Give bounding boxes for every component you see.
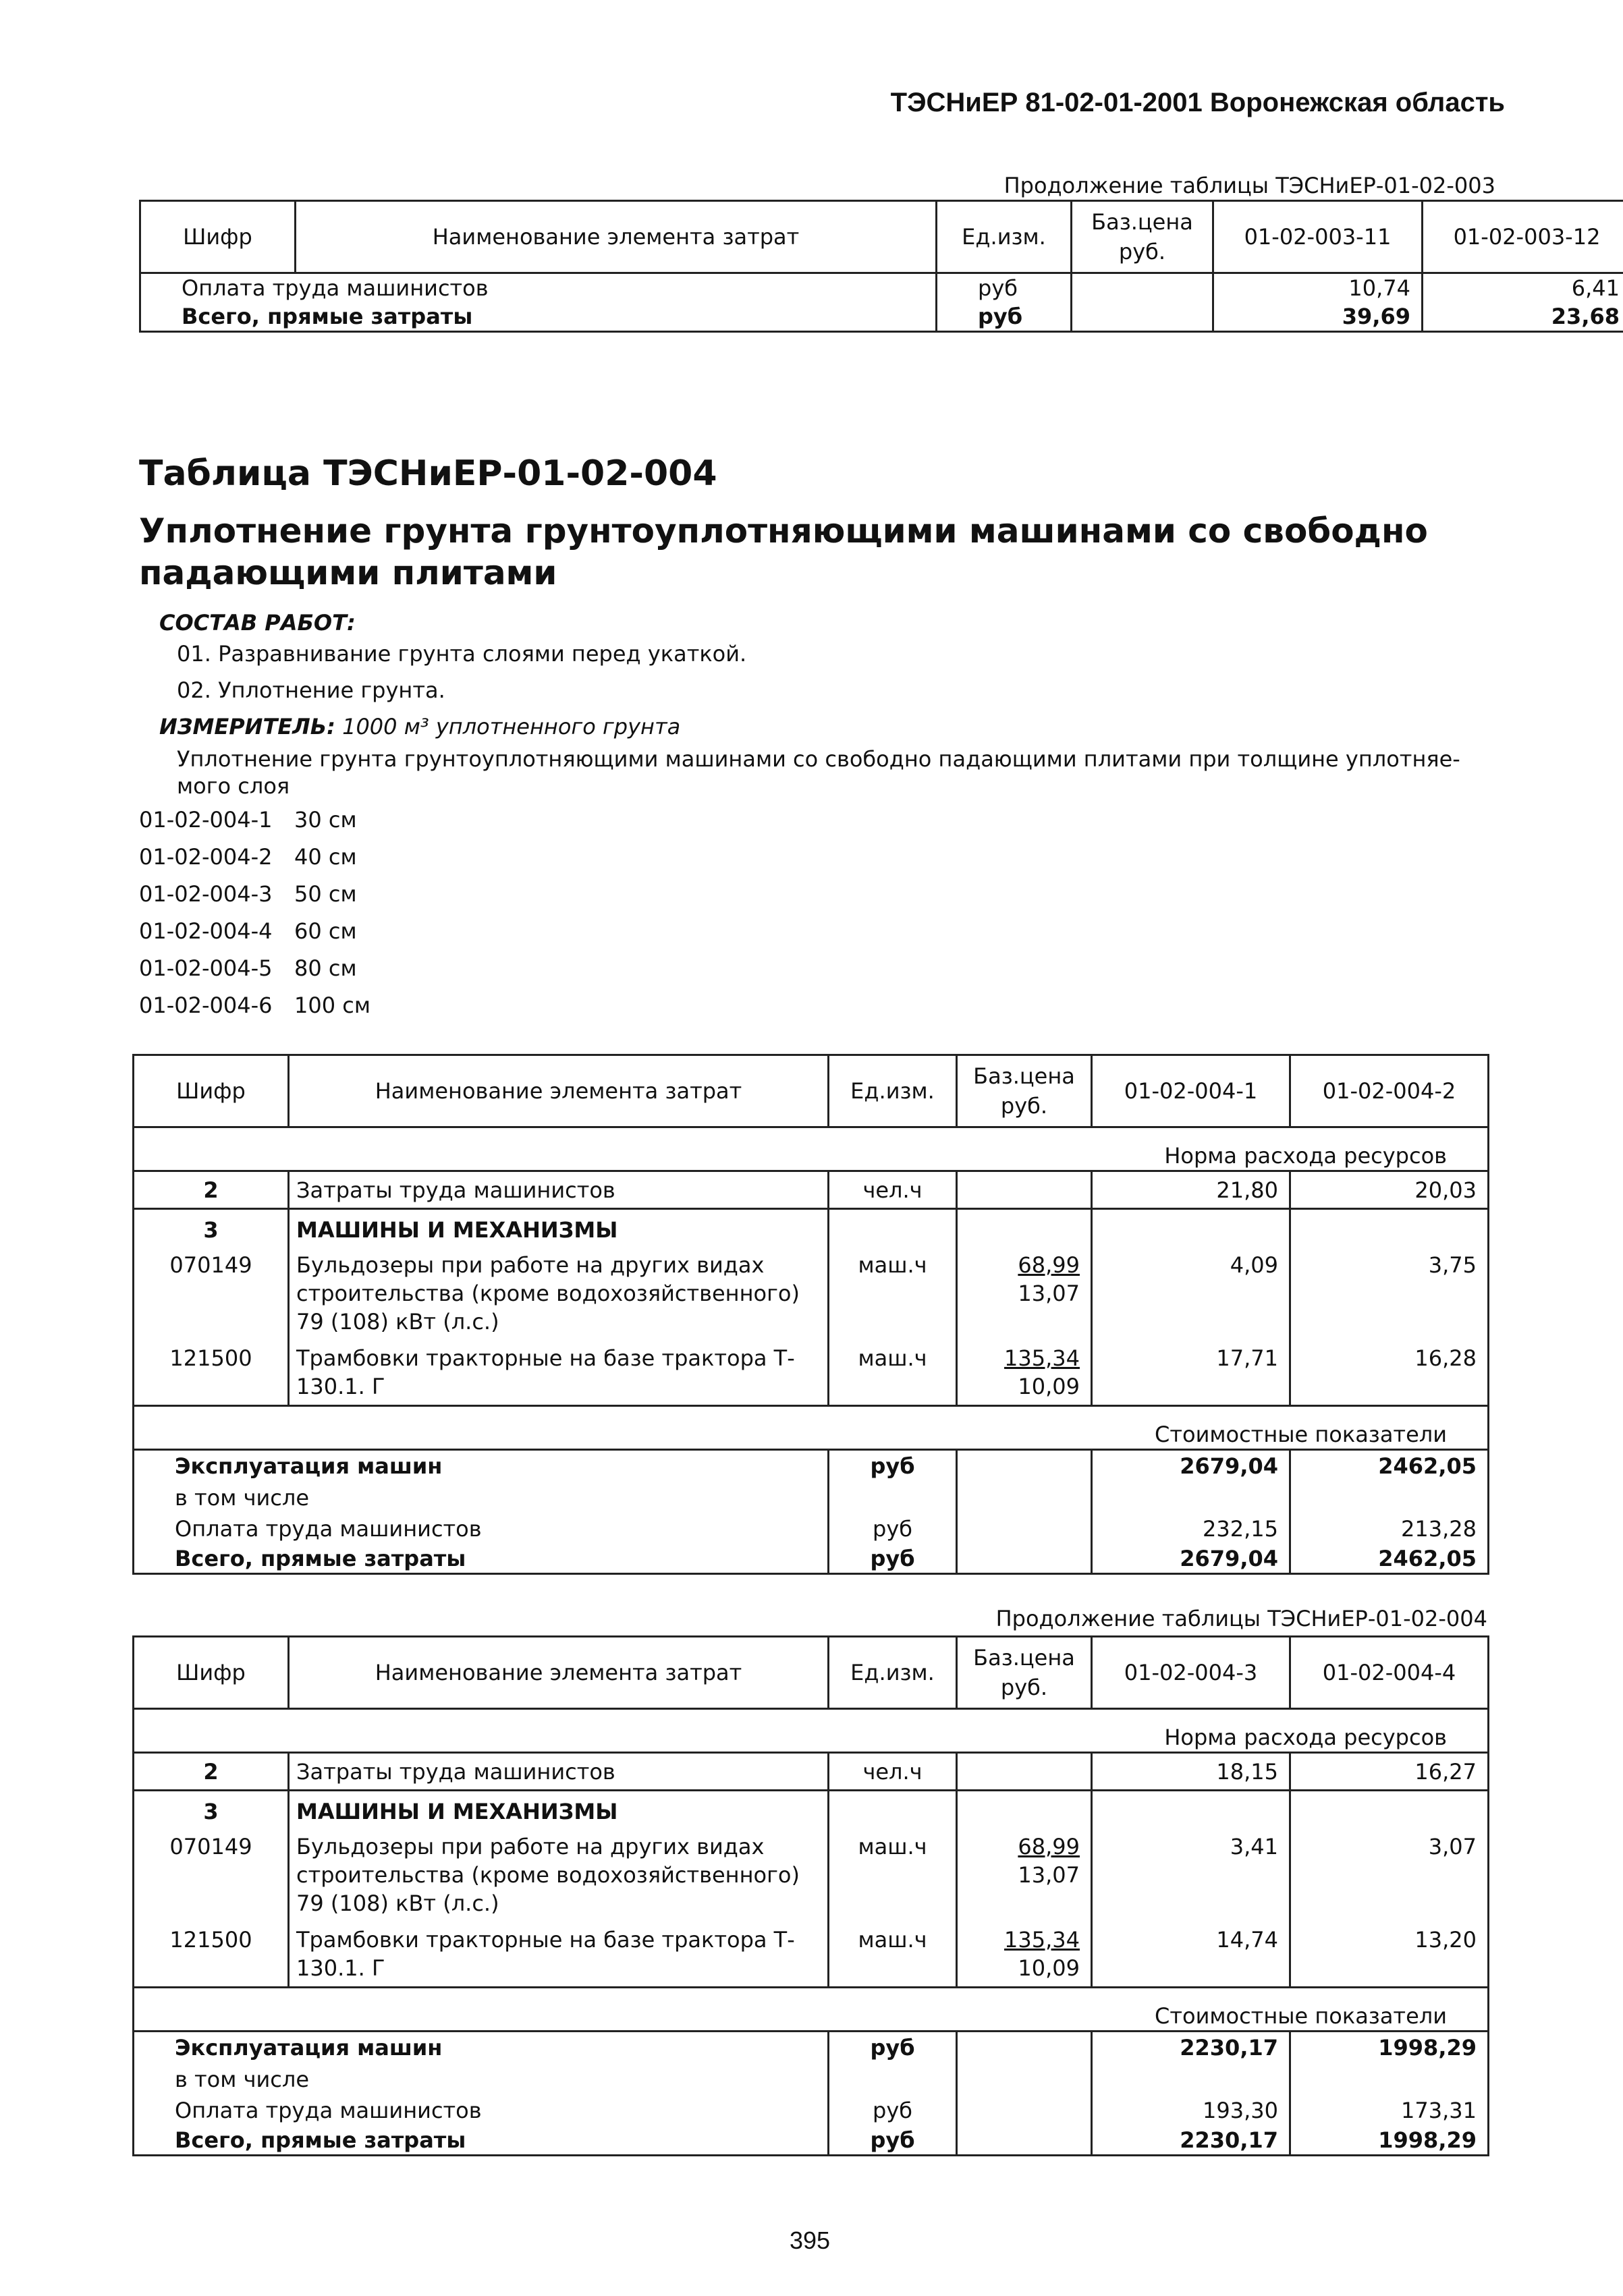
variant-code: 01-02-004-3	[139, 881, 273, 907]
section-costs: Стоимостные показатели	[134, 1406, 1489, 1450]
section-norms: Норма расхода ресурсов	[134, 1127, 1489, 1171]
row-value-a: 2679,04	[1092, 1450, 1290, 1482]
col-unit: Ед.изм.	[829, 1637, 957, 1709]
name-line: Бульдозеры при работе на других видах	[296, 1252, 765, 1278]
row-value-b: 2462,05	[1290, 1450, 1489, 1482]
name-line: 79 (108) кВт (л.с.)	[296, 1890, 499, 1916]
table-row	[134, 1791, 1489, 1832]
row-value-b: 3,75	[1290, 1251, 1489, 1336]
row-value-b: 23,68	[1423, 302, 1623, 332]
variant-item	[139, 955, 357, 981]
row-code: 3	[134, 1209, 289, 1251]
row-name: МАШИНЫ И МЕХАНИЗМЫ	[289, 1209, 829, 1251]
row-value-b: 1998,29	[1290, 2032, 1489, 2064]
table-row	[134, 1832, 1489, 1917]
wage-value: 13,07	[1018, 1861, 1080, 1888]
row-name: Всего, прямые затраты	[134, 1544, 829, 1574]
variant-value: 80 см	[294, 955, 357, 981]
table-row	[134, 1450, 1489, 1482]
variant-code: 01-02-004-2	[139, 844, 273, 870]
col-unit: Ед.изм.	[829, 1055, 957, 1127]
row-name: МАШИНЫ И МЕХАНИЗМЫ	[289, 1791, 829, 1832]
row-value-a: 14,74	[1092, 1917, 1290, 1988]
row-value-a: 193,30	[1092, 2095, 1290, 2126]
variant-value: 40 см	[294, 844, 357, 870]
row-code: 121500	[134, 1336, 289, 1406]
col-variant-a: 01-02-004-3	[1092, 1637, 1290, 1709]
row-code: 121500	[134, 1917, 289, 1988]
row-name: Эксплуатация машин	[134, 1450, 829, 1482]
variant-value: 100 см	[294, 992, 370, 1018]
row-price	[957, 1336, 1092, 1406]
table-row	[134, 2126, 1489, 2156]
row-price	[957, 1753, 1092, 1791]
row-price	[957, 1251, 1092, 1336]
name-line: 130.1. Г	[296, 1955, 385, 1981]
table-row	[134, 1917, 1489, 1988]
price-value: 135,34	[1004, 1926, 1080, 1953]
wage-value: 10,09	[1018, 1955, 1080, 1981]
row-value-b: 213,28	[1290, 1513, 1489, 1544]
row-name: Эксплуатация машин	[134, 2032, 829, 2064]
table-row	[140, 302, 1623, 332]
row-name: в том числе	[134, 2064, 829, 2095]
col-variant-b: 01-02-004-2	[1290, 1055, 1489, 1127]
row-value-a: 4,09	[1092, 1251, 1290, 1336]
row-name: Всего, прямые затраты	[134, 2126, 829, 2156]
table-heading-line1: Уплотнение грунта грунтоуплотняющими машинами со свободно	[139, 511, 1428, 551]
row-price	[957, 1832, 1092, 1917]
col-name: Наименование элемента затрат	[296, 201, 937, 273]
row-unit: руб	[829, 2095, 957, 2126]
row-name	[289, 1832, 829, 1917]
table-row	[134, 1482, 1489, 1513]
col-base-price: Баз.цена руб.	[957, 1637, 1092, 1709]
meter-label: ИЗМЕРИТЕЛЬ:	[159, 714, 335, 739]
row-unit: чел.ч	[829, 1753, 957, 1791]
work-composition-label: СОСТАВ РАБОТ:	[159, 610, 356, 636]
row-unit: чел.ч	[829, 1171, 957, 1209]
variant-value: 60 см	[294, 918, 357, 944]
variant-item	[139, 881, 357, 907]
table-continuation-caption: Продолжение таблицы ТЭСНиЕР-01-02-003	[1003, 173, 1495, 198]
row-value-a: 17,71	[1092, 1336, 1290, 1406]
row-unit: руб	[937, 302, 1072, 332]
table-heading-line2: падающими плитами	[139, 553, 557, 592]
table-row	[134, 2095, 1489, 2126]
table-row	[134, 1251, 1489, 1336]
row-value-b: 20,03	[1290, 1171, 1489, 1209]
name-line: Трамбовки тракторные на базе трактора Т-	[296, 1345, 795, 1371]
row-value-b: 13,20	[1290, 1917, 1489, 1988]
row-code: 2	[134, 1171, 289, 1209]
name-line: строительства (кроме водохозяйственного)	[296, 1280, 800, 1306]
row-value-a: 2230,17	[1092, 2126, 1290, 2156]
col-code: Шифр	[140, 201, 296, 273]
row-value-a: 232,15	[1092, 1513, 1290, 1544]
row-value-a: 2679,04	[1092, 1544, 1290, 1574]
col-variant-b: 01-02-003-12	[1423, 201, 1623, 273]
row-value-b: 16,28	[1290, 1336, 1489, 1406]
work-item-1: 01. Разравнивание грунта слоями перед укаткой.	[177, 641, 747, 667]
row-value-b: 6,41	[1423, 273, 1623, 303]
meter-value: 1000 м³ уплотненного грунта	[342, 714, 681, 739]
table-01-02-003-continuation	[139, 200, 1623, 333]
row-name	[289, 1251, 829, 1336]
row-price	[1072, 273, 1213, 303]
description-line2: мого слоя	[177, 773, 290, 799]
row-name: в том числе	[134, 1482, 829, 1513]
price-value: 68,99	[1018, 1833, 1080, 1859]
col-variant-a: 01-02-004-1	[1092, 1055, 1290, 1127]
variant-value: 30 см	[294, 807, 357, 833]
page-header: ТЭСНиЕР 81-02-01-2001 Воронежская область	[890, 88, 1505, 117]
row-price	[957, 1917, 1092, 1988]
row-code: 2	[134, 1753, 289, 1791]
row-value-b: 1998,29	[1290, 2126, 1489, 2156]
row-value-b: 173,31	[1290, 2095, 1489, 2126]
variant-item	[139, 844, 357, 870]
row-name: Оплата труда машинистов	[140, 273, 937, 303]
variant-item	[139, 918, 357, 944]
row-name: Оплата труда машинистов	[134, 1513, 829, 1544]
variant-code: 01-02-004-1	[139, 807, 273, 833]
name-line: 130.1. Г	[296, 1373, 385, 1399]
row-unit: руб	[829, 1513, 957, 1544]
table-row	[134, 1753, 1489, 1791]
row-value-a: 18,15	[1092, 1753, 1290, 1791]
col-code: Шифр	[134, 1637, 289, 1709]
table-row	[134, 1336, 1489, 1406]
section-costs: Стоимостные показатели	[134, 1988, 1489, 2032]
table-row	[134, 1513, 1489, 1544]
table-row	[134, 1171, 1489, 1209]
row-price	[957, 1171, 1092, 1209]
price-value: 135,34	[1004, 1345, 1080, 1371]
row-unit: маш.ч	[829, 1917, 957, 1988]
variant-item	[139, 992, 370, 1018]
row-unit: маш.ч	[829, 1251, 957, 1336]
name-line: Бульдозеры при работе на других видах	[296, 1833, 765, 1859]
wage-value: 10,09	[1018, 1373, 1080, 1399]
variant-value: 50 см	[294, 881, 357, 907]
row-value-a: 2230,17	[1092, 2032, 1290, 2064]
name-line: 79 (108) кВт (л.с.)	[296, 1308, 499, 1335]
row-code: 3	[134, 1791, 289, 1832]
col-unit: Ед.изм.	[937, 201, 1072, 273]
row-name: Затраты труда машинистов	[289, 1171, 829, 1209]
table-continuation-caption-2: Продолжение таблицы ТЭСНиЕР-01-02-004	[995, 1606, 1487, 1631]
row-value-b: 16,27	[1290, 1753, 1489, 1791]
row-value-a: 3,41	[1092, 1832, 1290, 1917]
row-unit: маш.ч	[829, 1832, 957, 1917]
variant-code: 01-02-004-6	[139, 992, 273, 1018]
col-name: Наименование элемента затрат	[289, 1637, 829, 1709]
table-row	[134, 2064, 1489, 2095]
row-value-b: 3,07	[1290, 1832, 1489, 1917]
row-unit: руб	[829, 2126, 957, 2156]
wage-value: 13,07	[1018, 1280, 1080, 1306]
price-value: 68,99	[1018, 1252, 1080, 1278]
variant-code: 01-02-004-4	[139, 918, 273, 944]
col-variant-a: 01-02-003-11	[1213, 201, 1423, 273]
row-code: 070149	[134, 1251, 289, 1336]
row-unit: руб	[829, 2032, 957, 2064]
col-name: Наименование элемента затрат	[289, 1055, 829, 1127]
row-value-a: 39,69	[1213, 302, 1423, 332]
table-title: Таблица ТЭСНиЕР-01-02-004	[139, 453, 717, 494]
table-row	[134, 1544, 1489, 1574]
work-item-2: 02. Уплотнение грунта.	[177, 677, 445, 703]
row-name: Затраты труда машинистов	[289, 1753, 829, 1791]
row-name	[289, 1336, 829, 1406]
row-code: 070149	[134, 1832, 289, 1917]
page-number: 395	[789, 2227, 831, 2254]
description-line1: Уплотнение грунта грунтоуплотняющими машинами со свободно падающими плитами при толщине уплотняе-	[177, 746, 1460, 772]
variant-code: 01-02-004-5	[139, 955, 273, 981]
col-base-price: Баз.цена руб.	[1072, 201, 1213, 273]
col-variant-b: 01-02-004-4	[1290, 1637, 1489, 1709]
row-unit: руб	[937, 273, 1072, 303]
name-line: Трамбовки тракторные на базе трактора Т-	[296, 1926, 795, 1953]
row-name: Оплата труда машинистов	[134, 2095, 829, 2126]
name-line: строительства (кроме водохозяйственного)	[296, 1861, 800, 1888]
table-row	[134, 1209, 1489, 1251]
row-unit: маш.ч	[829, 1336, 957, 1406]
row-unit: руб	[829, 1450, 957, 1482]
section-norms: Норма расхода ресурсов	[134, 1709, 1489, 1753]
row-name	[289, 1917, 829, 1988]
row-price	[1072, 302, 1213, 332]
row-name: Всего, прямые затраты	[140, 302, 937, 332]
col-code: Шифр	[134, 1055, 289, 1127]
row-value-b: 2462,05	[1290, 1544, 1489, 1574]
resource-table-2	[132, 1635, 1489, 2156]
row-unit: руб	[829, 1544, 957, 1574]
resource-table-1	[132, 1054, 1489, 1575]
col-base-price: Баз.цена руб.	[957, 1055, 1092, 1127]
variant-item	[139, 807, 357, 833]
table-row	[134, 2032, 1489, 2064]
row-value-a: 10,74	[1213, 273, 1423, 303]
table-row	[140, 273, 1623, 303]
row-value-a: 21,80	[1092, 1171, 1290, 1209]
